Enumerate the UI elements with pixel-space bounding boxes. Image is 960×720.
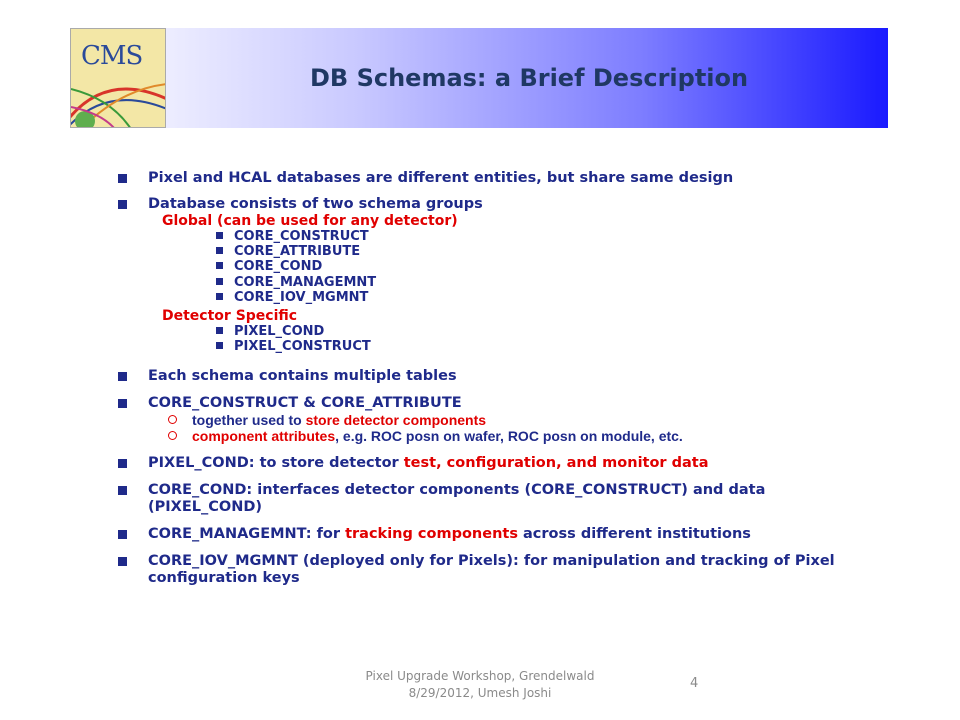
cms-logo [70, 28, 166, 128]
global-group-label: Global (can be used for any detector) [162, 213, 458, 229]
detector-item: PIXEL_CONSTRUCT [118, 339, 838, 354]
detector-item: PIXEL_COND [118, 324, 838, 339]
footer-line-1: Pixel Upgrade Workshop, Grendelwald [365, 669, 595, 683]
footer-line-2: 8/29/2012, Umesh Joshi [408, 686, 552, 700]
page-number: 4 [690, 676, 699, 691]
bullet-core-managemnt: CORE_MANAGEMNT: for tracking components across different institutions [118, 526, 838, 543]
global-item: CORE_CONSTRUCT [118, 229, 838, 244]
global-item: CORE_COND [118, 259, 838, 274]
global-item: CORE_MANAGEMNT [118, 275, 838, 290]
bullet-pixel-cond: PIXEL_COND: to store detector test, configuration, and monitor data [118, 455, 838, 472]
global-item: CORE_IOV_MGMNT [118, 290, 838, 305]
bullet-databases: Pixel and HCAL databases are different entities, but share same design [118, 170, 838, 187]
bullet-construct-attribute: CORE_CONSTRUCT & CORE_ATTRIBUTE [118, 395, 838, 412]
bullet-schema-groups: Database consists of two schema groups [118, 196, 838, 213]
bullet-core-iov-mgmnt: CORE_IOV_MGMNT (deployed only for Pixels): for manipulation and tracking of Pixel configuration keys [118, 553, 838, 587]
footer-text [330, 668, 630, 702]
cms-logo-text: CMS [81, 41, 143, 71]
slide-title: DB Schemas: a Brief Description [310, 64, 749, 92]
title-banner [70, 28, 888, 128]
detector-group-label: Detector Specific [162, 308, 298, 325]
bullet-core-cond: CORE_COND: interfaces detector components (CORE_CONSTRUCT) and data (PIXEL_COND) [118, 482, 838, 516]
sub-bullet-store-components: together used to store detector components [118, 412, 838, 428]
slide-content [118, 170, 838, 587]
global-item: CORE_ATTRIBUTE [118, 244, 838, 259]
sub-bullet-component-attributes: component attributes, e.g. ROC posn on wafer, ROC posn on module, etc. [118, 428, 838, 444]
bullet-tables: Each schema contains multiple tables [118, 368, 838, 385]
